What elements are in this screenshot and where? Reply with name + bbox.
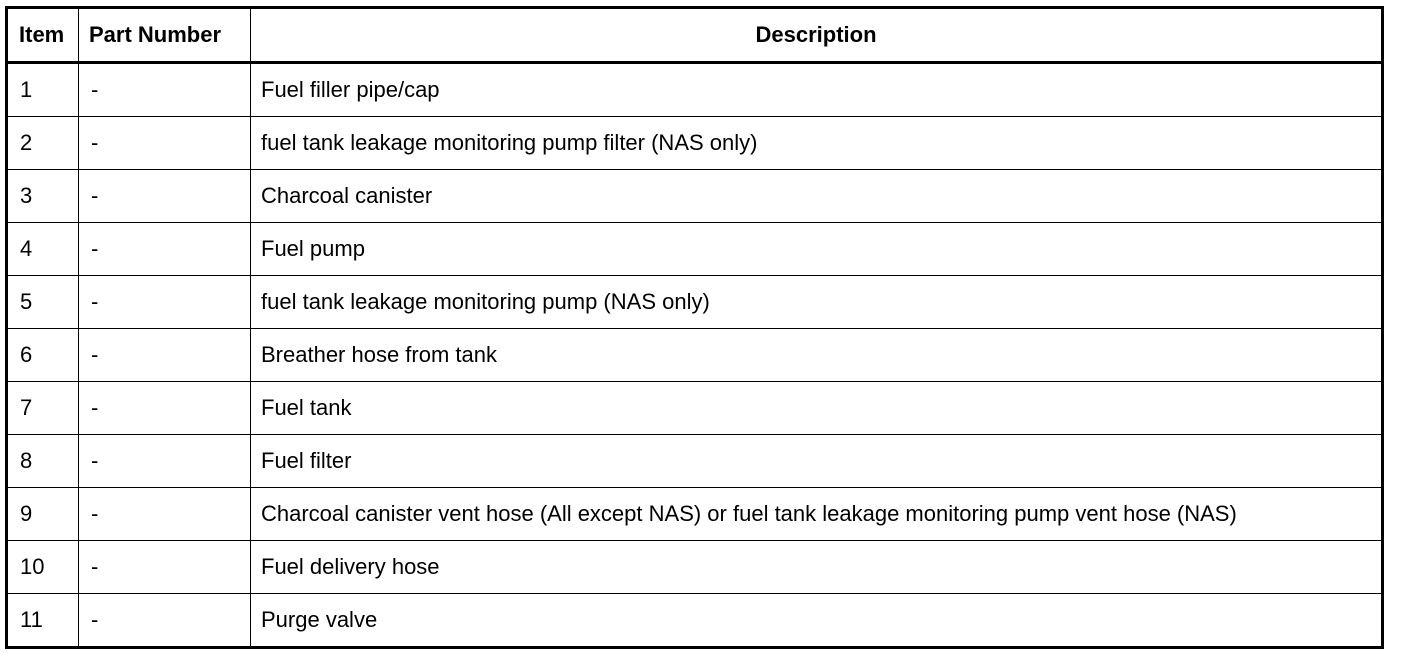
cell-description: fuel tank leakage monitoring pump filter (NAS only) [251, 117, 1383, 170]
parts-table [5, 6, 1384, 649]
cell-description: Fuel filler pipe/cap [251, 63, 1383, 117]
cell-part-number: - [79, 276, 251, 329]
cell-description: Fuel delivery hose [251, 541, 1383, 594]
cell-item: 1 [7, 63, 79, 117]
cell-item: 4 [7, 223, 79, 276]
table-row [7, 276, 1383, 329]
table-row [7, 382, 1383, 435]
cell-part-number: - [79, 488, 251, 541]
cell-description: Charcoal canister [251, 170, 1383, 223]
cell-part-number: - [79, 63, 251, 117]
cell-part-number: - [79, 117, 251, 170]
cell-item: 5 [7, 276, 79, 329]
cell-item: 2 [7, 117, 79, 170]
cell-description: Purge valve [251, 594, 1383, 648]
cell-part-number: - [79, 382, 251, 435]
cell-description: fuel tank leakage monitoring pump (NAS only) [251, 276, 1383, 329]
cell-item: 3 [7, 170, 79, 223]
cell-item: 11 [7, 594, 79, 648]
parts-table-container [5, 6, 1384, 649]
cell-item: 6 [7, 329, 79, 382]
header-item: Item [7, 8, 79, 63]
header-description: Description [251, 8, 1383, 63]
table-row [7, 541, 1383, 594]
table-row [7, 329, 1383, 382]
table-row [7, 63, 1383, 117]
table-row [7, 170, 1383, 223]
table-row [7, 488, 1383, 541]
cell-part-number: - [79, 329, 251, 382]
cell-description: Charcoal canister vent hose (All except NAS) or fuel tank leakage monitoring pump vent hose (NAS) [251, 488, 1383, 541]
table-row [7, 594, 1383, 648]
cell-item: 7 [7, 382, 79, 435]
table-row [7, 223, 1383, 276]
cell-description: Breather hose from tank [251, 329, 1383, 382]
cell-item: 10 [7, 541, 79, 594]
cell-description: Fuel filter [251, 435, 1383, 488]
cell-part-number: - [79, 223, 251, 276]
table-row [7, 435, 1383, 488]
cell-description: Fuel tank [251, 382, 1383, 435]
cell-part-number: - [79, 435, 251, 488]
header-part-number: Part Number [79, 8, 251, 63]
cell-part-number: - [79, 541, 251, 594]
table-header-row [7, 8, 1383, 63]
table-row [7, 117, 1383, 170]
cell-description: Fuel pump [251, 223, 1383, 276]
cell-part-number: - [79, 594, 251, 648]
cell-item: 8 [7, 435, 79, 488]
cell-part-number: - [79, 170, 251, 223]
cell-item: 9 [7, 488, 79, 541]
